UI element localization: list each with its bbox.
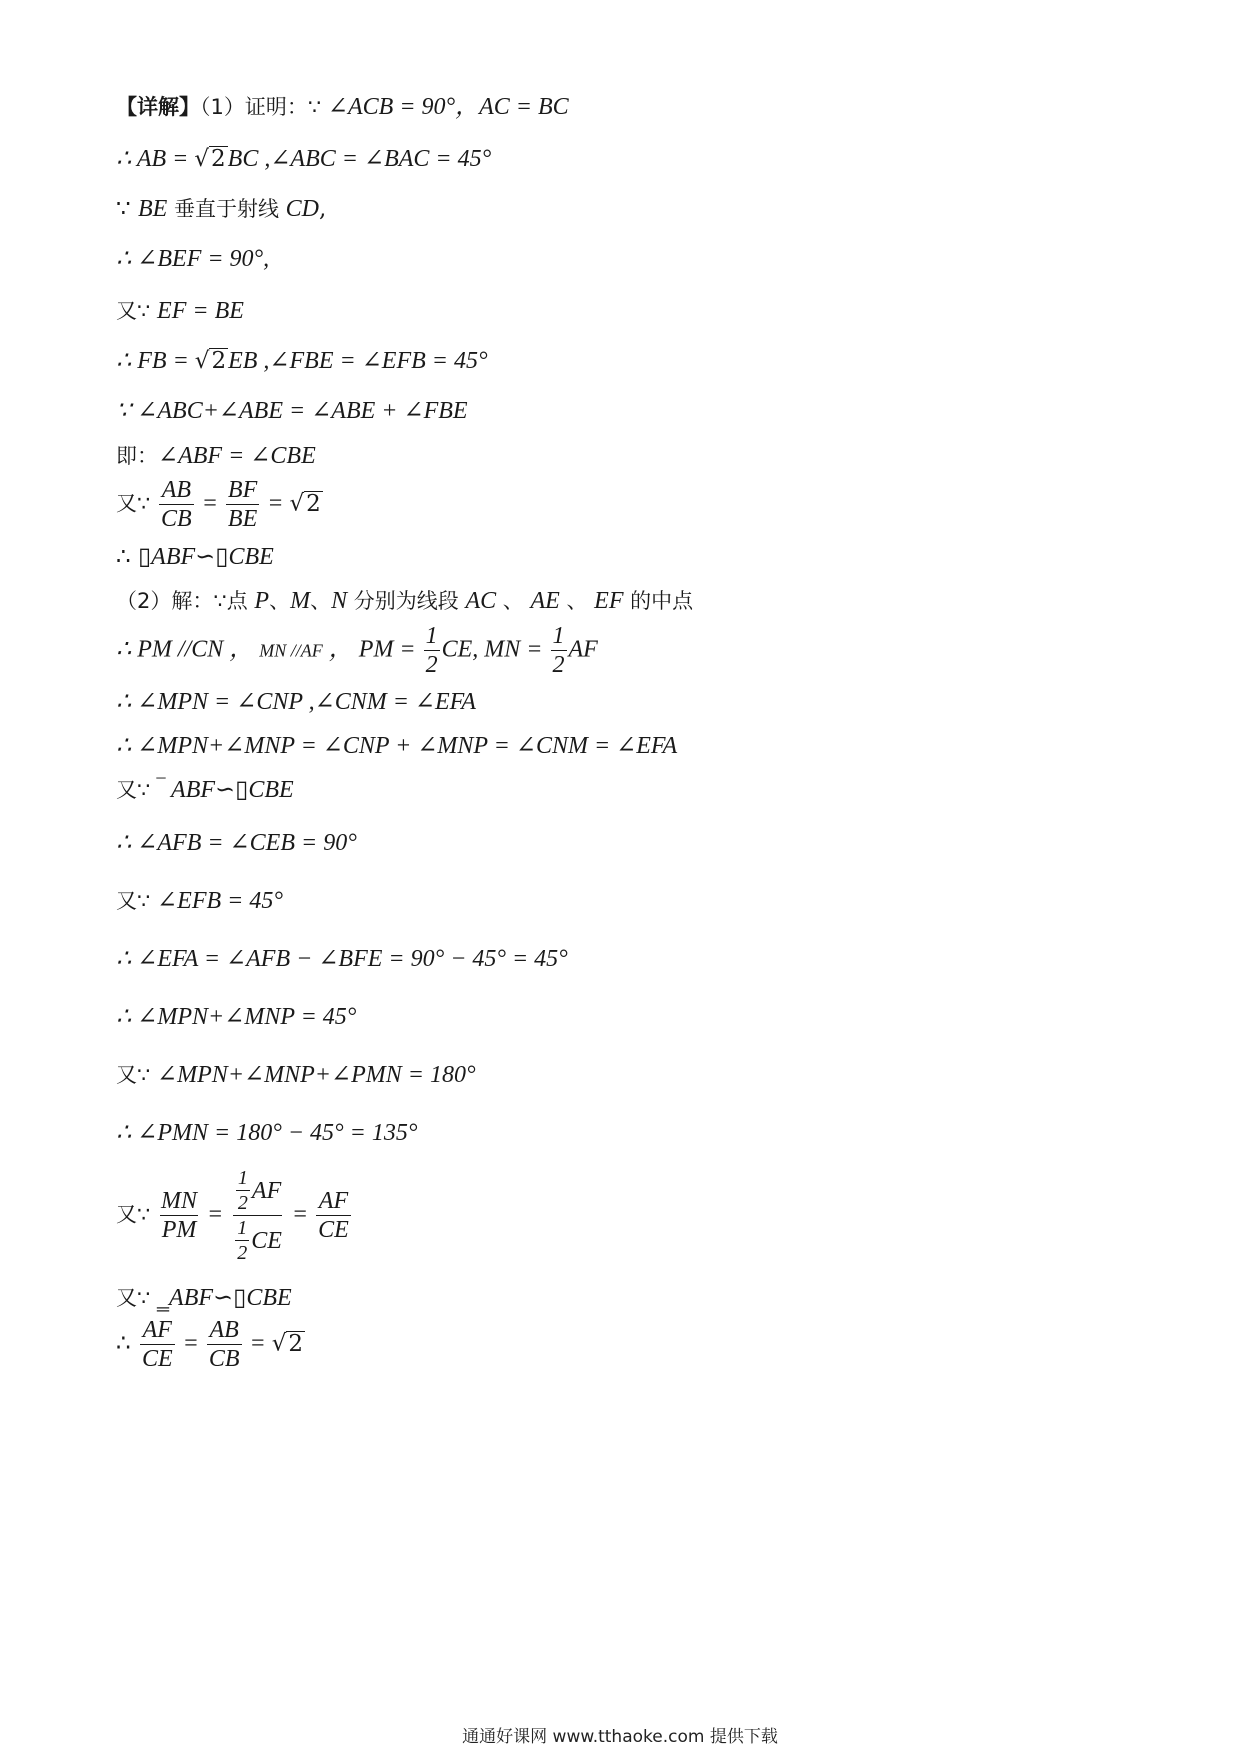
text: 又∵	[116, 1202, 158, 1227]
formula: ∴ ∠MPN+∠MNP = ∠CNP + ∠MNP = ∠CNM = ∠EFA	[116, 733, 678, 759]
equals: =	[243, 1330, 272, 1357]
fraction	[159, 476, 194, 533]
formula: ‾ ABF∽▯CBE	[157, 777, 294, 803]
formula: ∴ ∠MPN = ∠CNP ,∠CNM = ∠EFA	[116, 689, 476, 715]
fraction	[140, 1316, 175, 1373]
denominator: 2	[552, 652, 565, 678]
line-10	[116, 542, 274, 572]
line-11	[116, 586, 693, 616]
line-14	[116, 731, 677, 761]
denominator: CE	[141, 1346, 173, 1372]
numerator: AB	[209, 1317, 239, 1343]
fraction	[551, 622, 567, 679]
formula: ∴ FB =	[116, 348, 195, 374]
compound-denominator	[233, 1216, 282, 1265]
text: 、	[559, 589, 595, 613]
formula: EB ,∠FBE = ∠EFB = 45°	[228, 348, 488, 374]
line-22	[116, 1166, 353, 1265]
formula: M	[290, 588, 311, 614]
formula: ∴ ∠AFB = ∠CEB = 90°	[116, 830, 357, 856]
line-15	[116, 775, 294, 805]
formula: ∴ ∠MPN+∠MNP = 45°	[116, 1004, 357, 1030]
denominator: CB	[161, 506, 192, 532]
line-7	[116, 396, 468, 426]
sqrt-radicand: 2	[288, 1330, 303, 1357]
numerator: 1	[425, 623, 438, 649]
text: 又∵	[116, 299, 158, 323]
formula: CD	[285, 196, 319, 222]
text: 又∵	[116, 1286, 158, 1310]
line-5	[116, 296, 244, 326]
text: 又∵	[116, 889, 158, 913]
fraction	[235, 1216, 249, 1265]
line-2	[116, 144, 491, 174]
formula: ∠ACB = 90°，AC = BC	[327, 94, 569, 120]
line-8	[116, 441, 316, 471]
sqrt-radicand: 2	[211, 146, 226, 172]
denominator: PM	[161, 1217, 197, 1243]
sqrt-radicand: 2	[306, 490, 321, 517]
line-12	[116, 622, 598, 679]
formula: ∠ABF = ∠CBE	[158, 443, 316, 469]
sqrt-sign: √	[271, 1330, 287, 1357]
part-1-proof-label: （1）证明：∵	[200, 95, 328, 119]
text: 即：	[116, 444, 158, 468]
formula: AF	[251, 1177, 282, 1204]
line-18	[116, 944, 568, 974]
numerator: MN	[161, 1188, 198, 1214]
line-9	[116, 476, 323, 533]
formula: BC ,∠ABC = ∠BAC = 45°	[227, 146, 492, 172]
line-20	[116, 1060, 476, 1090]
compound-numerator	[234, 1166, 281, 1215]
formula-small: MN //AF	[259, 640, 323, 661]
line-17	[116, 886, 283, 916]
denominator: 2	[237, 1242, 248, 1264]
formula: ， PM =	[322, 636, 422, 663]
fraction	[236, 1166, 250, 1215]
denominator: BE	[227, 506, 258, 532]
text: 又∵	[116, 491, 158, 516]
sqrt-radicand: 2	[211, 348, 227, 374]
text: 、	[496, 589, 531, 613]
text: 的中点	[623, 589, 694, 613]
formula: ∵ ∠ABC+∠ABE = ∠ABE + ∠FBE	[116, 398, 468, 424]
numerator: 1	[237, 1217, 248, 1239]
formula: EF	[594, 588, 624, 614]
formula: CE	[251, 1227, 282, 1254]
numerator: BF	[227, 477, 258, 503]
compound-fraction	[233, 1166, 282, 1265]
numerator: 1	[237, 1167, 248, 1189]
denominator: CE	[318, 1217, 349, 1243]
numerator: 1	[552, 623, 565, 649]
sqrt-sign: √	[289, 490, 305, 517]
denominator: 2	[425, 652, 438, 678]
punctuation: ,	[318, 196, 327, 222]
text: 、	[269, 589, 291, 613]
text: 又∵	[116, 778, 158, 802]
line-3	[116, 194, 326, 224]
formula: ∴ ∠EFA = ∠AFB − ∠BFE = 90° − 45° = 45°	[116, 946, 568, 972]
sqrt-sign: √	[194, 146, 210, 172]
formula: ‗ABF∽▯CBE	[157, 1285, 292, 1311]
formula: ∴ PM //CN ，	[116, 636, 260, 663]
line-6	[116, 346, 488, 376]
formula: ∴ ∠BEF = 90°,	[116, 246, 270, 272]
fraction	[316, 1187, 351, 1244]
formula: ∴ ∠PMN = 180° − 45° = 135°	[116, 1120, 418, 1146]
formula: ∴ AB =	[116, 146, 195, 172]
formula: CE, MN =	[441, 636, 549, 663]
equals: =	[176, 1330, 205, 1357]
fraction	[424, 622, 440, 679]
sqrt-sign: √	[194, 348, 210, 374]
formula: EF = BE	[157, 298, 244, 324]
equals: =	[201, 1201, 230, 1228]
heading-detail: 【详解】	[116, 95, 200, 119]
text: 垂直于射线	[167, 197, 286, 221]
numerator: AB	[161, 477, 192, 503]
line-4	[116, 244, 269, 274]
text: 又∵	[116, 1063, 158, 1087]
line-23	[116, 1283, 292, 1313]
numerator: AF	[318, 1188, 349, 1214]
fraction	[207, 1316, 242, 1373]
denominator: 2	[237, 1192, 248, 1214]
therefore-symbol: ∴	[116, 1330, 138, 1357]
numerator: AF	[142, 1317, 172, 1343]
denominator: CB	[208, 1346, 240, 1372]
fraction	[226, 476, 259, 533]
formula: AE	[530, 588, 560, 614]
text: 分别为线段	[347, 589, 466, 613]
formula: ∠MPN+∠MNP+∠PMN = 180°	[157, 1062, 476, 1088]
equals: =	[195, 490, 224, 517]
because-symbol: ∵	[116, 196, 138, 222]
formula: N	[331, 588, 348, 614]
line-1	[116, 92, 569, 122]
equals: =	[285, 1201, 315, 1228]
formula: ▯ABF∽▯CBE	[137, 544, 274, 570]
formula: AF	[568, 636, 598, 663]
formula: AC	[465, 588, 497, 614]
therefore-symbol: ∴	[116, 544, 138, 570]
formula: BE	[137, 196, 168, 222]
line-16	[116, 828, 357, 858]
line-13	[116, 687, 476, 717]
line-24	[116, 1316, 305, 1373]
line-21	[116, 1118, 417, 1148]
part-2-label: （2）解：∵点	[116, 589, 255, 613]
formula: ∠EFB = 45°	[157, 888, 283, 914]
formula: P	[254, 588, 270, 614]
text: 、	[310, 589, 332, 613]
line-19	[116, 1002, 356, 1032]
fraction	[159, 1187, 199, 1244]
page-footer: 通通好课网 www.tthaoke.com 提供下载	[462, 1727, 778, 1747]
equals: =	[261, 490, 290, 517]
